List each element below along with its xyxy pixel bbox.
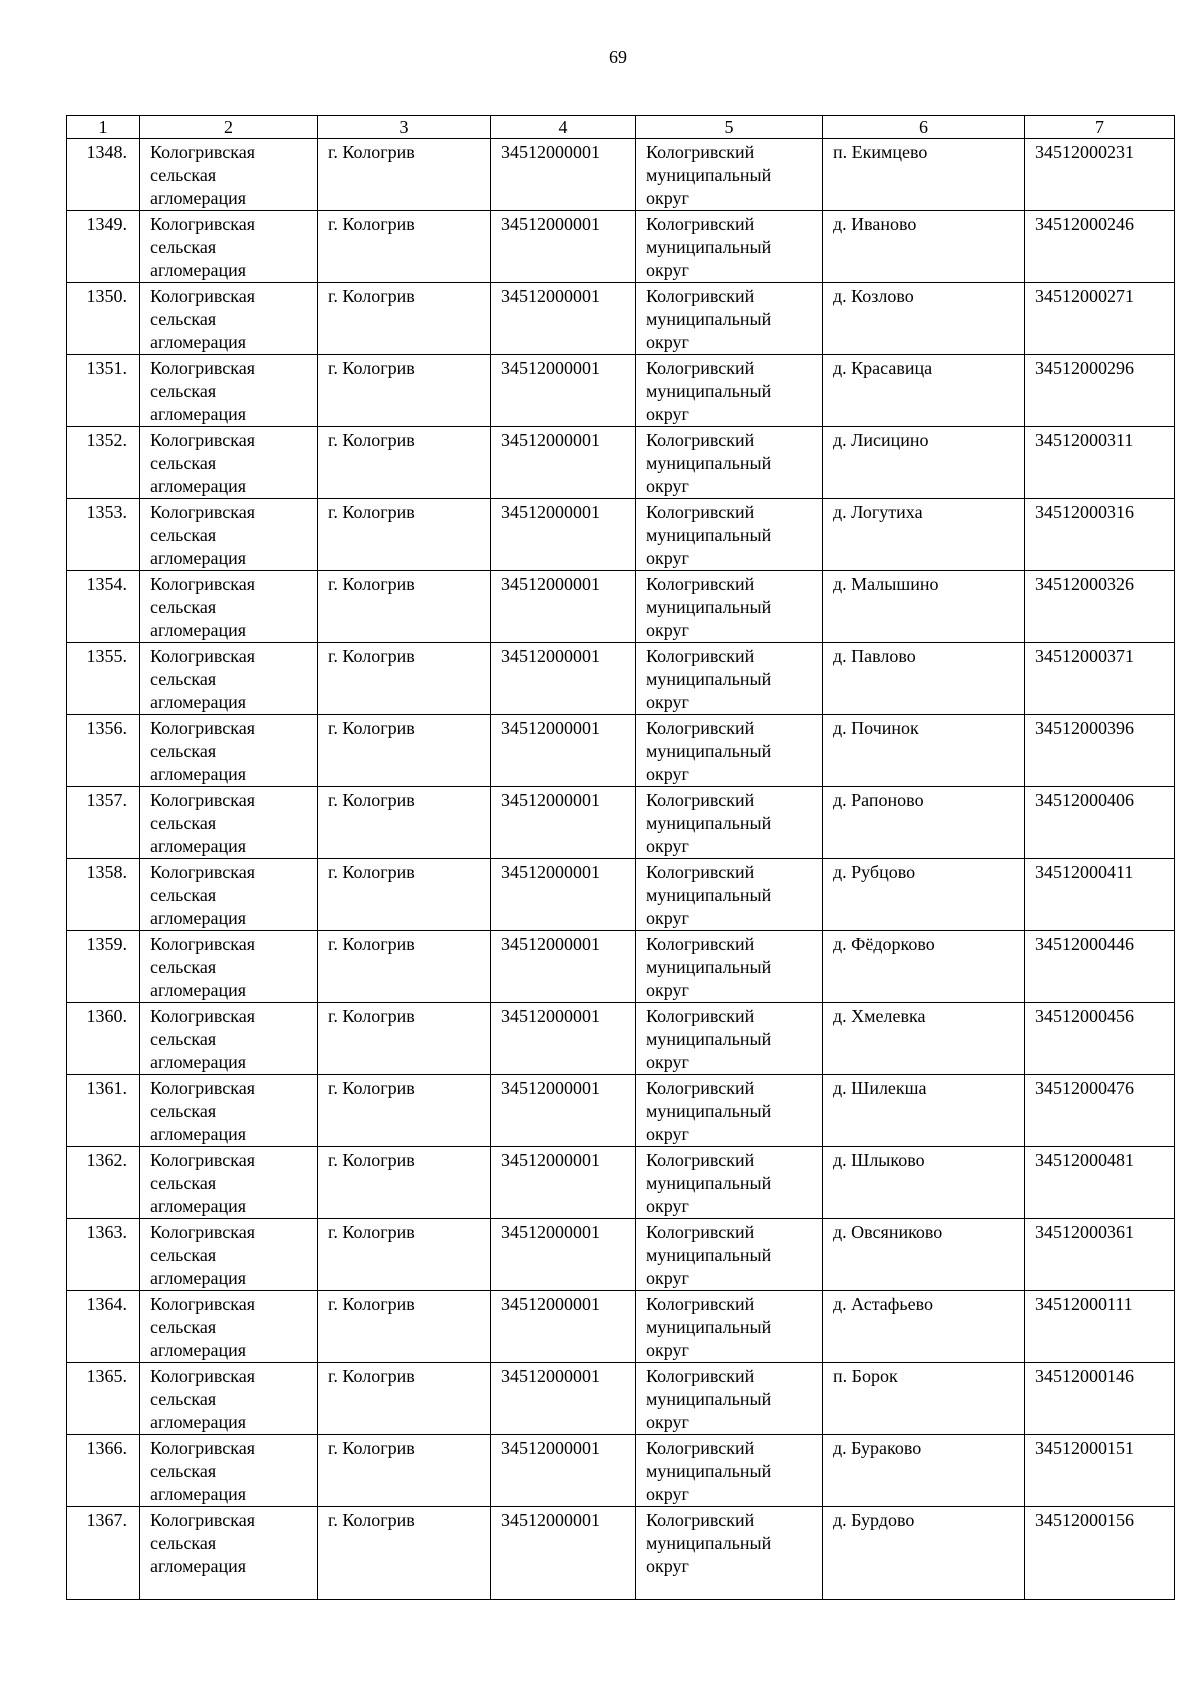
municipality-cell: Кологривский муниципальный округ [636,1003,823,1075]
table-row [67,283,1175,355]
settlement-code-cell: 34512000411 [1025,859,1175,931]
agglomeration-cell: Кологривская сельская агломерация [140,1507,318,1600]
agglomeration-cell: Кологривская сельская агломерация [140,499,318,571]
settlement-cell: д. Бурдово [823,1507,1025,1600]
settlement-cell: п. Екимцево [823,139,1025,211]
row-number-cell: 1360. [67,1003,140,1075]
center-cell: г. Кологрив [318,355,491,427]
row-number-cell: 1348. [67,139,140,211]
settlement-cell: д. Астафьево [823,1291,1025,1363]
center-code-cell: 34512000001 [491,1147,636,1219]
center-cell: г. Кологрив [318,1147,491,1219]
column-header: 7 [1025,116,1175,139]
center-cell: г. Кологрив [318,787,491,859]
table-row [67,1507,1175,1600]
center-code-cell: 34512000001 [491,1291,636,1363]
table-row [67,931,1175,1003]
municipality-cell: Кологривский муниципальный округ [636,283,823,355]
center-code-cell: 34512000001 [491,787,636,859]
settlement-code-cell: 34512000111 [1025,1291,1175,1363]
settlement-code-cell: 34512000146 [1025,1363,1175,1435]
settlement-cell: д. Фёдорково [823,931,1025,1003]
agglomeration-cell: Кологривская сельская агломерация [140,571,318,643]
table-row [67,427,1175,499]
table-row [67,571,1175,643]
settlement-code-cell: 34512000311 [1025,427,1175,499]
settlement-cell: д. Козлово [823,283,1025,355]
center-code-cell: 34512000001 [491,139,636,211]
agglomeration-cell: Кологривская сельская агломерация [140,1003,318,1075]
municipality-cell: Кологривский муниципальный округ [636,643,823,715]
row-number-cell: 1354. [67,571,140,643]
center-cell: г. Кологрив [318,931,491,1003]
center-code-cell: 34512000001 [491,499,636,571]
agglomeration-cell: Кологривская сельская агломерация [140,787,318,859]
municipality-cell: Кологривский муниципальный округ [636,355,823,427]
settlement-cell: д. Шлыково [823,1147,1025,1219]
center-cell: г. Кологрив [318,211,491,283]
row-number-cell: 1350. [67,283,140,355]
agglomeration-cell: Кологривская сельская агломерация [140,1291,318,1363]
row-number-cell: 1353. [67,499,140,571]
settlement-cell: д. Логутиха [823,499,1025,571]
center-cell: г. Кологрив [318,499,491,571]
agglomeration-cell: Кологривская сельская агломерация [140,931,318,1003]
settlement-code-cell: 34512000361 [1025,1219,1175,1291]
row-number-cell: 1356. [67,715,140,787]
settlement-code-cell: 34512000396 [1025,715,1175,787]
center-cell: г. Кологрив [318,859,491,931]
settlement-cell: д. Красавица [823,355,1025,427]
center-code-cell: 34512000001 [491,211,636,283]
center-code-cell: 34512000001 [491,1507,636,1600]
center-code-cell: 34512000001 [491,643,636,715]
row-number-cell: 1367. [67,1507,140,1600]
table-row [67,499,1175,571]
municipality-cell: Кологривский муниципальный округ [636,1363,823,1435]
row-number-cell: 1349. [67,211,140,283]
column-number-row [67,116,1175,139]
settlement-code-cell: 34512000406 [1025,787,1175,859]
table-row [67,787,1175,859]
center-code-cell: 34512000001 [491,715,636,787]
municipality-cell: Кологривский муниципальный округ [636,1435,823,1507]
settlement-cell: д. Овсяниково [823,1219,1025,1291]
center-cell: г. Кологрив [318,643,491,715]
table-row [67,355,1175,427]
center-cell: г. Кологрив [318,1363,491,1435]
table-body [67,116,1175,1600]
table-row [67,1435,1175,1507]
municipality-cell: Кологривский муниципальный округ [636,211,823,283]
row-number-cell: 1362. [67,1147,140,1219]
column-header: 1 [67,116,140,139]
agglomeration-cell: Кологривская сельская агломерация [140,211,318,283]
row-number-cell: 1357. [67,787,140,859]
center-code-cell: 34512000001 [491,571,636,643]
settlement-code-cell: 34512000231 [1025,139,1175,211]
table-row [67,139,1175,211]
table-row [67,1291,1175,1363]
settlement-cell: д. Павлово [823,643,1025,715]
column-header: 2 [140,116,318,139]
settlement-cell: п. Борок [823,1363,1025,1435]
settlement-code-cell: 34512000326 [1025,571,1175,643]
municipality-cell: Кологривский муниципальный округ [636,571,823,643]
settlement-code-cell: 34512000476 [1025,1075,1175,1147]
center-code-cell: 34512000001 [491,931,636,1003]
settlement-cell: д. Лисицино [823,427,1025,499]
settlement-code-cell: 34512000271 [1025,283,1175,355]
municipality-cell: Кологривский муниципальный округ [636,1507,823,1600]
settlement-cell: д. Иваново [823,211,1025,283]
settlement-code-cell: 34512000296 [1025,355,1175,427]
municipality-cell: Кологривский муниципальный округ [636,139,823,211]
table-row [67,1003,1175,1075]
settlement-cell: д. Малышино [823,571,1025,643]
table-row [67,643,1175,715]
agglomeration-cell: Кологривская сельская агломерация [140,139,318,211]
municipality-cell: Кологривский муниципальный округ [636,427,823,499]
settlement-code-cell: 34512000316 [1025,499,1175,571]
settlement-code-cell: 34512000246 [1025,211,1175,283]
settlement-cell: д. Бураково [823,1435,1025,1507]
municipality-cell: Кологривский муниципальный округ [636,1147,823,1219]
center-cell: г. Кологрив [318,715,491,787]
municipality-cell: Кологривский муниципальный округ [636,1219,823,1291]
center-code-cell: 34512000001 [491,1435,636,1507]
center-code-cell: 34512000001 [491,1363,636,1435]
table-row [67,715,1175,787]
row-number-cell: 1355. [67,643,140,715]
center-cell: г. Кологрив [318,1003,491,1075]
municipality-cell: Кологривский муниципальный округ [636,787,823,859]
table-row [67,859,1175,931]
center-code-cell: 34512000001 [491,355,636,427]
column-header: 6 [823,116,1025,139]
center-cell: г. Кологрив [318,1291,491,1363]
row-number-cell: 1364. [67,1291,140,1363]
agglomeration-cell: Кологривская сельская агломерация [140,1363,318,1435]
agglomeration-cell: Кологривская сельская агломерация [140,859,318,931]
municipality-cell: Кологривский муниципальный округ [636,859,823,931]
agglomeration-cell: Кологривская сельская агломерация [140,427,318,499]
agglomeration-cell: Кологривская сельская агломерация [140,355,318,427]
table-row [67,1147,1175,1219]
settlement-code-cell: 34512000151 [1025,1435,1175,1507]
municipality-cell: Кологривский муниципальный округ [636,715,823,787]
column-header: 3 [318,116,491,139]
agglomeration-cell: Кологривская сельская агломерация [140,1435,318,1507]
center-cell: г. Кологрив [318,1075,491,1147]
page-number: 69 [609,47,627,67]
municipality-cell: Кологривский муниципальный округ [636,931,823,1003]
row-number-cell: 1366. [67,1435,140,1507]
row-number-cell: 1363. [67,1219,140,1291]
agglomeration-cell: Кологривская сельская агломерация [140,643,318,715]
settlement-cell: д. Рубцово [823,859,1025,931]
settlement-cell: д. Хмелевка [823,1003,1025,1075]
agglomeration-cell: Кологривская сельская агломерация [140,1219,318,1291]
settlement-code-cell: 34512000371 [1025,643,1175,715]
row-number-cell: 1352. [67,427,140,499]
column-header: 5 [636,116,823,139]
agglomeration-cell: Кологривская сельская агломерация [140,1147,318,1219]
center-cell: г. Кологрив [318,427,491,499]
row-number-cell: 1351. [67,355,140,427]
table-row [67,1219,1175,1291]
row-number-cell: 1365. [67,1363,140,1435]
settlement-cell: д. Рапоново [823,787,1025,859]
center-cell: г. Кологрив [318,1435,491,1507]
settlement-code-cell: 34512000456 [1025,1003,1175,1075]
center-code-cell: 34512000001 [491,1075,636,1147]
row-number-cell: 1361. [67,1075,140,1147]
agglomeration-cell: Кологривская сельская агломерация [140,715,318,787]
center-cell: г. Кологрив [318,139,491,211]
settlement-cell: д. Шилекша [823,1075,1025,1147]
center-cell: г. Кологрив [318,1507,491,1600]
row-number-cell: 1358. [67,859,140,931]
center-code-cell: 34512000001 [491,427,636,499]
table-row [67,211,1175,283]
settlement-code-cell: 34512000156 [1025,1507,1175,1600]
center-cell: г. Кологрив [318,571,491,643]
municipality-cell: Кологривский муниципальный округ [636,1075,823,1147]
settlement-code-cell: 34512000446 [1025,931,1175,1003]
center-code-cell: 34512000001 [491,1219,636,1291]
municipality-cell: Кологривский муниципальный округ [636,1291,823,1363]
agglomeration-cell: Кологривская сельская агломерация [140,1075,318,1147]
settlement-code-cell: 34512000481 [1025,1147,1175,1219]
table-row [67,1363,1175,1435]
center-code-cell: 34512000001 [491,859,636,931]
row-number-cell: 1359. [67,931,140,1003]
center-code-cell: 34512000001 [491,283,636,355]
settlement-cell: д. Починок [823,715,1025,787]
table-row [67,1075,1175,1147]
column-header: 4 [491,116,636,139]
settlements-table [66,115,1175,1600]
municipality-cell: Кологривский муниципальный округ [636,499,823,571]
center-cell: г. Кологрив [318,283,491,355]
agglomeration-cell: Кологривская сельская агломерация [140,283,318,355]
center-code-cell: 34512000001 [491,1003,636,1075]
center-cell: г. Кологрив [318,1219,491,1291]
